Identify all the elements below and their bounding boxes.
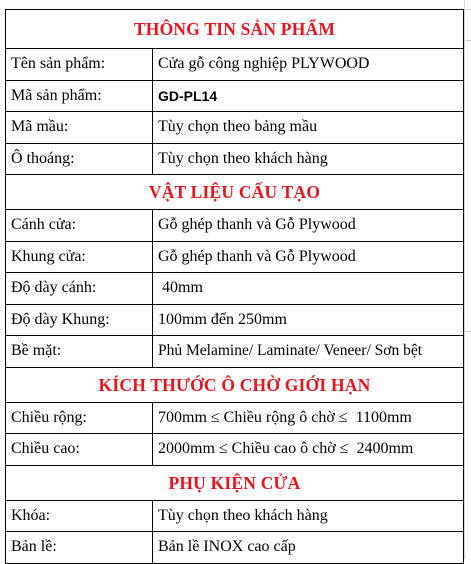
cell-value[interactable]: Tùy chọn theo bảng mầu [153, 112, 464, 144]
section-title-opening-size[interactable]: KÍCH THƯỚC Ô CHỜ GIỚI HẠN [6, 367, 464, 402]
cell-label[interactable]: Độ dày Khung: [6, 304, 153, 336]
grid-line [464, 0, 465, 559]
cell-label[interactable]: Khung cửa: [6, 241, 153, 273]
grid-line [464, 40, 471, 41]
cell-value[interactable]: Tùy chọn theo khách hàng [153, 143, 464, 175]
cell-label[interactable]: Bề mặt: [6, 336, 153, 368]
cell-label[interactable]: Bản lề: [6, 532, 153, 564]
cell-value[interactable]: Gỗ ghép thanh và Gỗ Plywood [153, 210, 464, 242]
table-row [6, 210, 464, 242]
product-spec-table [5, 9, 464, 564]
cell-value[interactable]: Phủ Melamine/ Laminate/ Veneer/ Sơn bệt [153, 336, 464, 368]
cell-label[interactable]: Mã mầu: [6, 112, 153, 144]
cell-label[interactable]: Cánh cửa: [6, 210, 153, 242]
cell-value[interactable]: 100mm đến 250mm [153, 304, 464, 336]
cell-label[interactable]: Chiều cao: [6, 434, 153, 466]
cell-label[interactable]: Tên sản phẩm: [6, 49, 153, 81]
cell-label[interactable]: Chiều rộng: [6, 402, 153, 434]
table-row [6, 112, 464, 144]
table-row [6, 336, 464, 368]
cell-label[interactable]: Mã sản phẩm: [6, 80, 153, 112]
grid-line [464, 9, 471, 10]
section-header-row [6, 175, 464, 210]
table-row [6, 434, 464, 466]
cell-value[interactable]: Tùy chọn theo khách hàng [153, 500, 464, 532]
cell-label[interactable]: Độ dày cánh: [6, 273, 153, 305]
cell-label[interactable]: Khóa: [6, 500, 153, 532]
cell-value[interactable]: Cửa gỗ công nghiệp PLYWOOD [153, 49, 464, 81]
table-row [6, 143, 464, 175]
table-row [6, 304, 464, 336]
section-title-accessories[interactable]: PHỤ KIỆN CỬA [6, 465, 464, 500]
table-row [6, 241, 464, 273]
section-header-row [6, 465, 464, 500]
cell-value[interactable]: Gỗ ghép thanh và Gỗ Plywood [153, 241, 464, 273]
table-row [6, 532, 464, 564]
table-row [6, 402, 464, 434]
section-header-row [6, 10, 464, 49]
cell-value[interactable]: 700mm ≤ Chiều rộng ô chờ ≤ 1100mm [153, 402, 464, 434]
table-row [6, 80, 464, 112]
cell-value[interactable]: Bản lề INOX cao cấp [153, 532, 464, 564]
section-title-materials[interactable]: VẬT LIỆU CẤU TẠO [6, 175, 464, 210]
section-header-row [6, 367, 464, 402]
table-row [6, 273, 464, 305]
table-row [6, 500, 464, 532]
cell-value[interactable]: 40mm [153, 273, 464, 305]
grid-line [464, 331, 471, 332]
cell-value[interactable]: 2000mm ≤ Chiều cao ô chờ ≤ 2400mm [153, 434, 464, 466]
table-row [6, 49, 464, 81]
section-title-product-info[interactable]: THÔNG TIN SẢN PHẨM [6, 10, 464, 49]
cell-label[interactable]: Ô thoáng: [6, 143, 153, 175]
cell-value[interactable]: GD-PL14 [153, 80, 464, 112]
